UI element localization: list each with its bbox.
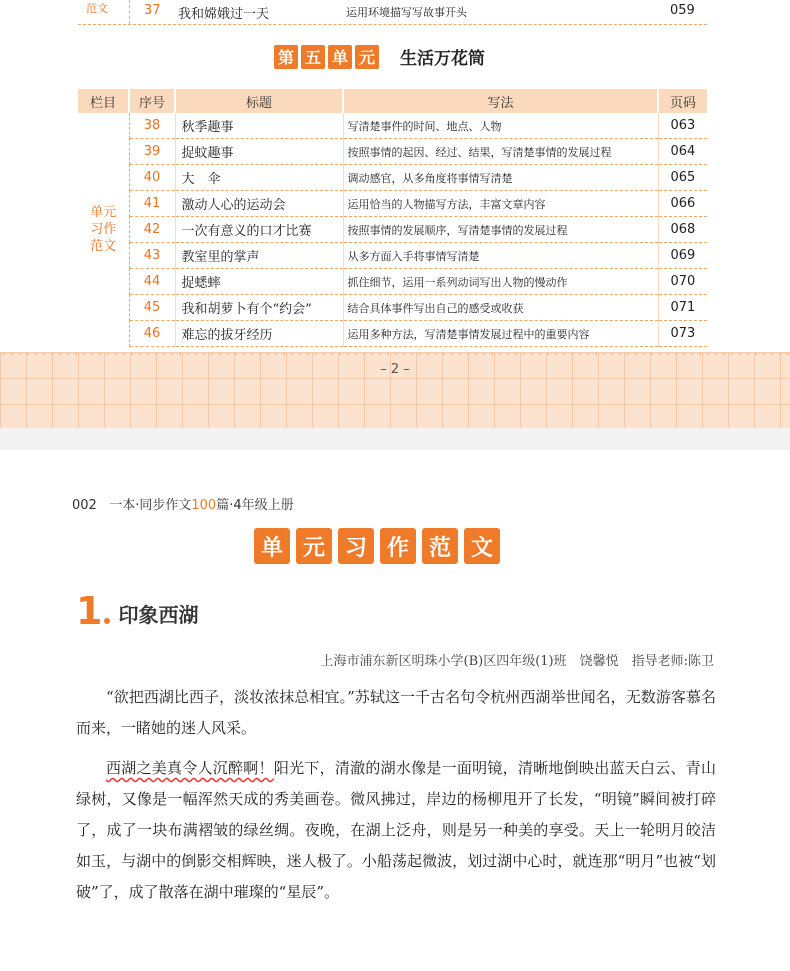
row-number: 38 <box>129 113 175 139</box>
table-row[interactable] <box>78 217 707 243</box>
number-dot <box>104 618 110 624</box>
row-page: 065 <box>658 165 707 191</box>
category-line: 单元 <box>90 205 117 221</box>
row-number: 42 <box>129 217 175 243</box>
row-title[interactable]: 捉蚊趣事 <box>175 139 343 165</box>
underlined-sentence: 西湖之美真令人沉醉啊！ <box>106 759 274 777</box>
table-row[interactable] <box>78 269 707 295</box>
essay-body <box>76 682 716 917</box>
row-method: 运用多种方法，写清楚事情发展过程中的重要内容 <box>343 321 658 347</box>
toc-page <box>0 0 790 428</box>
row-title[interactable]: 激动人心的运动会 <box>175 191 343 217</box>
row-title[interactable]: 难忘的拔牙经历 <box>175 321 343 347</box>
column-divider <box>129 0 130 24</box>
table-row[interactable] <box>78 139 707 165</box>
row-method: 写清楚事件的时间、地点、人物 <box>343 113 658 139</box>
row-method: 按照事情的发展顺序，写清楚事情的发展过程 <box>343 217 658 243</box>
category-line: 习作 <box>90 222 117 238</box>
header-title: 标题 <box>175 89 343 113</box>
unit-tile: 元 <box>355 45 379 69</box>
header-book-title: 一本·同步作文 <box>109 498 192 513</box>
prev-row-page: 059 <box>670 3 695 18</box>
row-title[interactable]: 我和胡萝卜有个“约会” <box>175 295 343 321</box>
unit-tile: 单 <box>328 45 352 69</box>
section-tile: 单 <box>254 528 290 564</box>
row-page: 064 <box>658 139 707 165</box>
row-number: 40 <box>129 165 175 191</box>
dotted-border <box>0 352 790 356</box>
row-title[interactable]: 捉蟋蟀 <box>175 269 343 295</box>
row-method: 调动感官，从多角度将事情写清楚 <box>343 165 658 191</box>
row-page: 063 <box>658 113 707 139</box>
prev-row-method: 运用环境描写写故事开头 <box>346 6 467 19</box>
section-tile: 文 <box>464 528 500 564</box>
row-method: 运用恰当的人物描写方法，丰富文章内容 <box>343 191 658 217</box>
header-book-highlight: 100 <box>191 498 217 513</box>
row-method: 从多方面入手将事情写清楚 <box>343 243 658 269</box>
table-header-row <box>78 89 707 113</box>
essay-paragraph <box>76 753 716 908</box>
section-title <box>254 528 506 564</box>
table-row[interactable] <box>78 295 707 321</box>
row-number: 44 <box>129 269 175 295</box>
row-number: 39 <box>129 139 175 165</box>
essay-paragraph: “欲把西湖比西子，淡妆浓抹总相宜。”苏轼这一千古名句令杭州西湖举世闻名，无数游客慕名而来，一睹她的迷人风采。 <box>76 688 716 737</box>
prev-category: 范文 <box>86 2 108 15</box>
unit-name: 生活万花筒 <box>400 49 485 69</box>
book-header <box>72 494 294 513</box>
unit-tile: 五 <box>301 45 325 69</box>
row-number: 46 <box>129 321 175 347</box>
row-page: 069 <box>658 243 707 269</box>
header-method: 写法 <box>343 89 658 113</box>
page-separator <box>0 428 790 450</box>
row-page: 066 <box>658 191 707 217</box>
header-page-number: 002 <box>72 498 97 513</box>
row-number: 41 <box>129 191 175 217</box>
row-page: 071 <box>658 295 707 321</box>
row-number: 43 <box>129 243 175 269</box>
table-row[interactable] <box>78 165 707 191</box>
row-method: 按照事情的起因、经过、结果，写清楚事情的发展过程 <box>343 139 658 165</box>
row-title[interactable]: 一次有意义的口才比赛 <box>175 217 343 243</box>
row-page: 073 <box>658 321 707 347</box>
toc-table <box>78 89 707 347</box>
category-cell <box>78 113 129 347</box>
prev-row-title[interactable]: 我和嫦娥过一天 <box>178 7 270 22</box>
row-title[interactable]: 教室里的掌声 <box>175 243 343 269</box>
row-method: 结合具体事件写出自己的感受或收获 <box>343 295 658 321</box>
essay-title <box>76 589 199 633</box>
paragraph-text: 阳光下，清澈的湖水像是一面明镜，清晰地倒映出蓝天白云、青山绿树，又像是一幅浑然天成的秀美画卷。微风拂过，岸边的杨柳甩开了长发，“明镜”瞬间被打碎了，成了一块布满褶皱的绿丝绸。夜晚，在湖上泛舟，则是另一种美的享受。天上一轮明月皎洁如玉，与湖中的倒影交相辉映，迷人极了。小船荡起微波，划过湖中心时，就连那“明月”也被“划破”了，成了散落在湖中璀璨的“星辰”。 <box>76 759 716 901</box>
essay-number: 1 <box>76 589 103 633</box>
header-category: 栏目 <box>78 89 129 113</box>
essay-name: 印象西湖 <box>118 603 199 627</box>
section-tile: 范 <box>422 528 458 564</box>
header-page: 页码 <box>658 89 707 113</box>
essay-byline: 上海市浦东新区明珠小学(B)区四年级(1)班 饶馨悦 指导老师:陈卫 <box>320 654 714 669</box>
section-tile: 习 <box>338 528 374 564</box>
table-row[interactable] <box>78 191 707 217</box>
unit-tile: 第 <box>274 45 298 69</box>
category-line: 范文 <box>90 239 117 255</box>
table-row[interactable] <box>78 321 707 347</box>
row-number: 45 <box>129 295 175 321</box>
section-tile: 元 <box>296 528 332 564</box>
unit-heading <box>274 44 485 69</box>
table-row[interactable] <box>78 113 707 139</box>
page-number: – 2 – <box>380 362 410 377</box>
table-row[interactable] <box>78 243 707 269</box>
header-number: 序号 <box>129 89 175 113</box>
header-book-suffix: 篇·4年级上册 <box>216 498 294 513</box>
toc-previous-row <box>78 0 707 22</box>
section-tile: 作 <box>380 528 416 564</box>
row-method: 抓住细节，运用一系列动词写出人物的慢动作 <box>343 269 658 295</box>
prev-row-number: 37 <box>144 3 161 18</box>
row-page: 070 <box>658 269 707 295</box>
row-page: 068 <box>658 217 707 243</box>
row-title[interactable]: 大 伞 <box>175 165 343 191</box>
row-title[interactable]: 秋季趣事 <box>175 113 343 139</box>
row-divider <box>78 24 707 25</box>
